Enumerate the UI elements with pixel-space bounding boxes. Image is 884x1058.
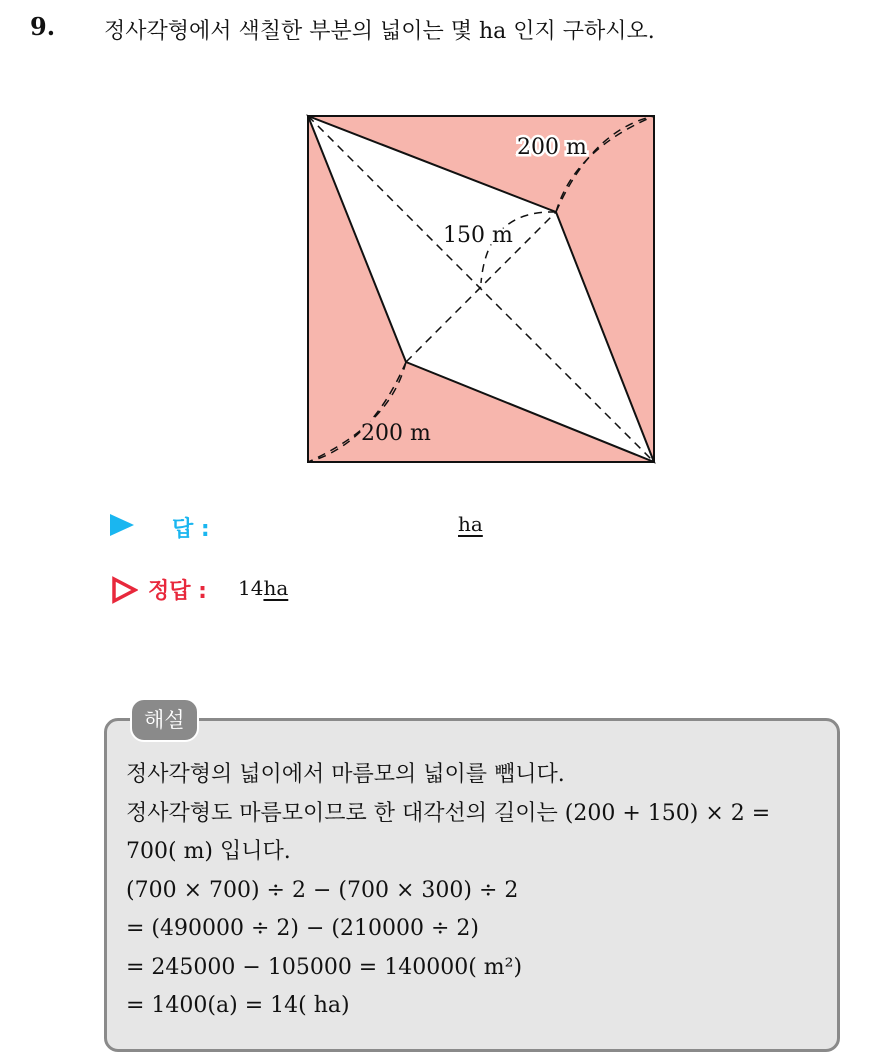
label-top: 200 m: [517, 135, 587, 160]
question-text: 정사각형에서 색칠한 부분의 넓이는 몇 ha 인지 구하시오.: [104, 19, 655, 44]
solution-text: [126, 756, 838, 1026]
correct-label: 정답 :: [148, 579, 207, 604]
solution-line: = 1400(a) = 14( ha): [126, 993, 350, 1018]
solution-line: = (490000 ÷ 2) − (210000 ÷ 2): [126, 916, 479, 941]
solution-line: 700( m) 입니다.: [126, 839, 291, 864]
correct-unit: ha: [263, 576, 289, 600]
solution-line: = 245000 − 105000 = 140000( m²): [126, 954, 523, 980]
answer-label: 답 :: [172, 517, 210, 542]
answer-row: [110, 512, 610, 542]
correct-value: [238, 576, 288, 600]
solution-tag: 해설: [130, 698, 199, 742]
solution-line: 정사각형도 마름모이므로 한 대각선의 길이는 (200 + 150) × 2 =: [126, 800, 771, 826]
question-number: 9.: [30, 12, 56, 41]
label-bottom: 200 m: [361, 421, 431, 446]
solution-line: 정사각형의 넓이에서 마름모의 넓이를 뺍니다.: [126, 762, 565, 787]
outline-arrow-icon: [110, 576, 138, 604]
square-rhombus-figure: [300, 108, 664, 470]
solution-line: (700 × 700) ÷ 2 − (700 × 300) ÷ 2: [126, 877, 519, 903]
play-arrow-icon: [110, 514, 134, 536]
answer-unit[interactable]: ha: [458, 512, 483, 536]
label-center: 150 m: [443, 223, 513, 248]
correct-answer-row: [110, 574, 610, 606]
correct-number: 14: [238, 576, 264, 600]
